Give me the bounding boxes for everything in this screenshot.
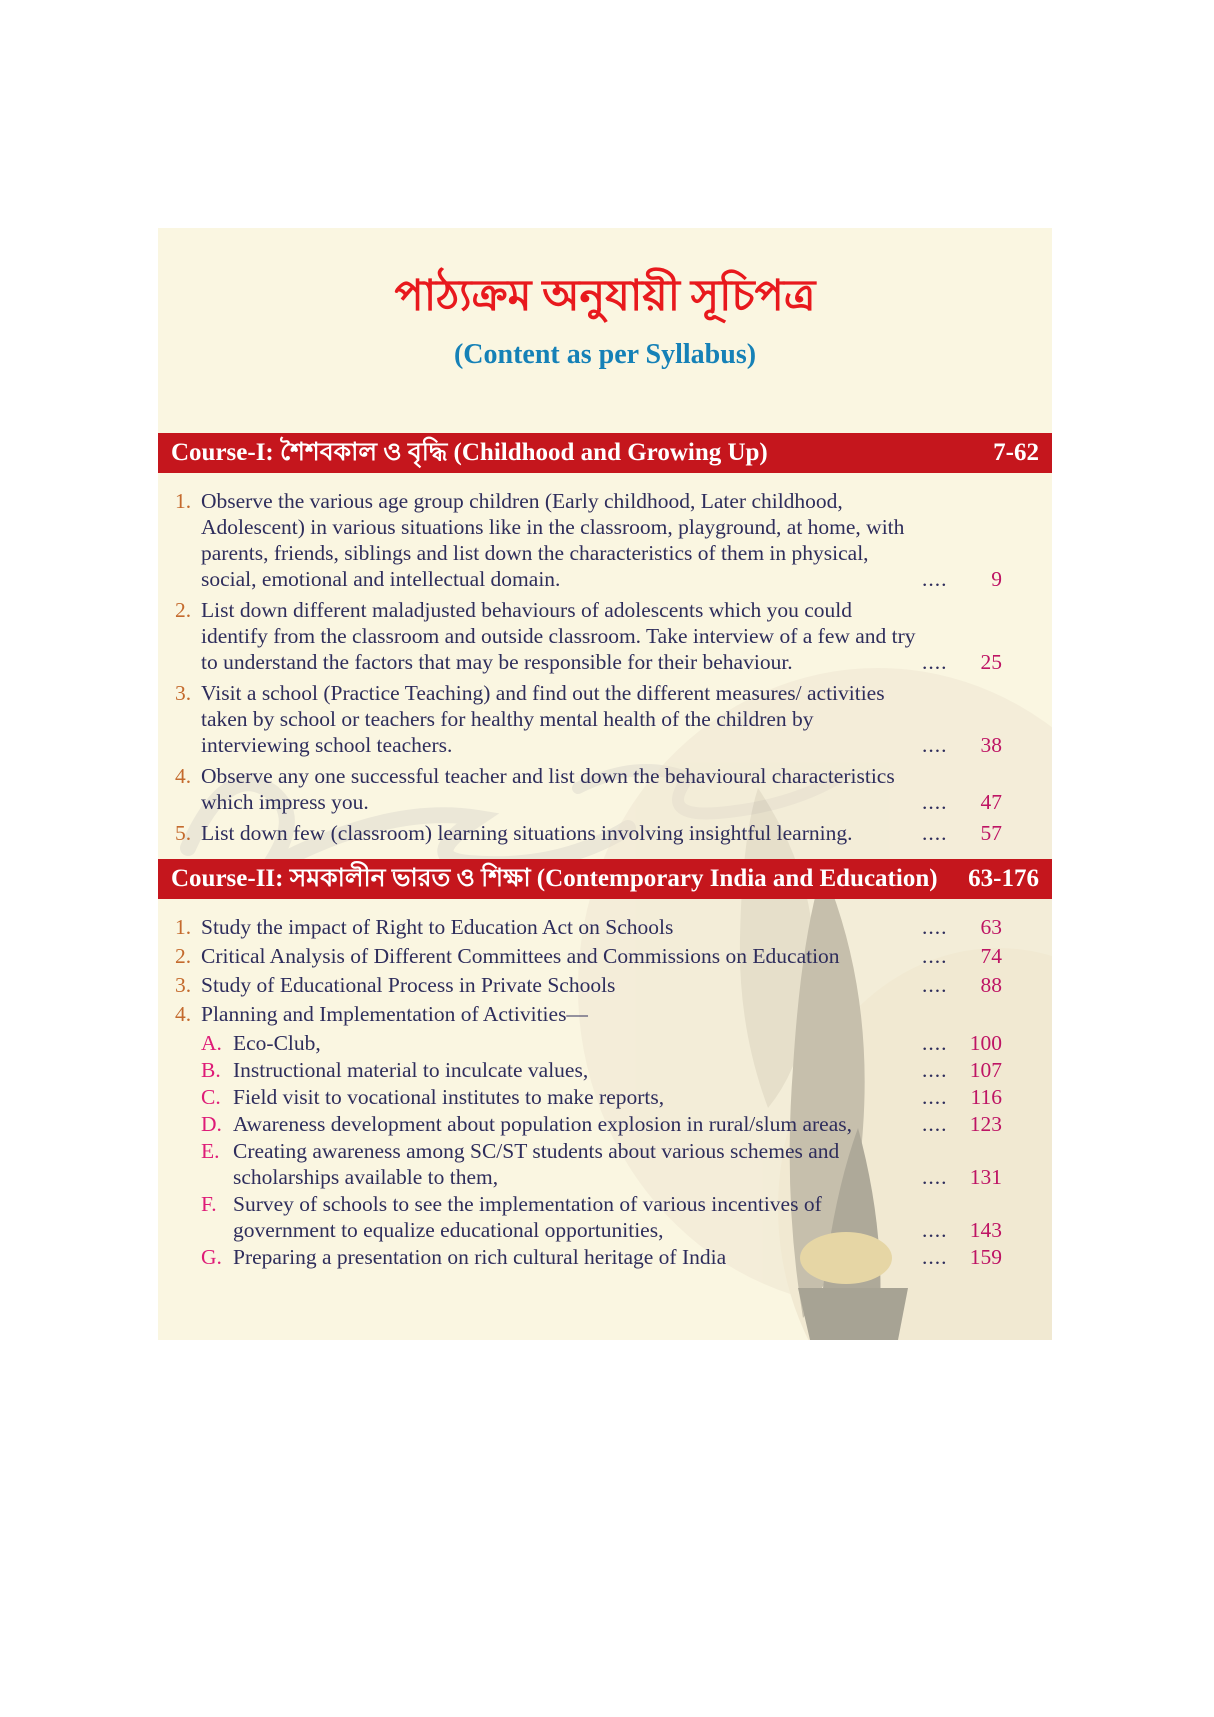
item-text: Study of Educational Process in Private Schools [201, 973, 616, 997]
dot-leader: .... [922, 1245, 948, 1269]
item-text: Observe the various age group children (Early childhood, Later childhood, Adolescent) in various situations like in the classroom, playground, at home, with parents, friends, siblings and list down the characteristics of them in physical, social, emotional and intellectual domain. [201, 489, 905, 591]
item-text: List down few (classroom) learning situations involving insightful learning. [201, 821, 853, 845]
toc-item [175, 1138, 1002, 1190]
toc-item [175, 943, 1002, 969]
item-text: Critical Analysis of Different Committees and Commissions on Education [201, 944, 840, 968]
course-1-items [158, 473, 1052, 859]
item-marker: 2. [175, 944, 192, 968]
item-text: Eco-Club, [233, 1031, 321, 1055]
toc-content [158, 264, 1052, 1279]
item-marker: A. [201, 1031, 222, 1055]
page-title-bengali: পাঠ্যক্রম অনুযায়ী সূচিপত্র [394, 273, 816, 320]
toc-item [175, 1111, 1002, 1137]
dot-leader: .... [922, 567, 948, 591]
item-marker: E. [201, 1139, 220, 1163]
toc-item [175, 1191, 1002, 1243]
dot-leader: .... [922, 1085, 948, 1109]
page-subtitle-english: (Content as per Syllabus) [453, 339, 757, 370]
dot-leader: .... [922, 790, 948, 814]
item-page-number: 47 [980, 790, 1002, 814]
item-page-number: 88 [980, 973, 1002, 997]
dot-leader: .... [922, 1165, 948, 1189]
dot-leader: .... [922, 1031, 948, 1055]
dot-leader: .... [922, 1218, 948, 1242]
toc-item [175, 1057, 1002, 1083]
item-text: Study the impact of Right to Education Act on Schools [201, 915, 674, 939]
toc-item [175, 680, 1002, 758]
dot-leader: .... [922, 821, 948, 845]
toc-item [175, 914, 1002, 940]
item-marker: 2. [175, 598, 192, 622]
item-page-number: 100 [969, 1031, 1002, 1055]
course-2-page-range: 63-176 [968, 865, 1039, 892]
item-text: Observe any one successful teacher and list down the behavioural characteristics which impress you. [201, 764, 895, 814]
item-text: Visit a school (Practice Teaching) and find out the different measures/ activities taken by school or teachers for healthy mental health of the children by interviewing school teachers. [201, 681, 885, 757]
course-1-title: Course-I: শৈশবকাল ও বৃদ্ধি (Childhood and Growing Up) [171, 438, 768, 466]
item-text: Awareness development about population explosion in rural/slum areas, [233, 1112, 852, 1136]
item-page-number: 116 [970, 1085, 1002, 1109]
item-marker: 4. [175, 764, 192, 788]
course-2-title: Course-II: সমকালীন ভারত ও শিক্ষা (Contemporary India and Education) [171, 864, 938, 892]
course-2-items [158, 899, 1052, 1279]
item-marker: D. [201, 1112, 222, 1136]
toc-item [175, 763, 1002, 815]
dot-leader: .... [922, 1058, 948, 1082]
item-text: Instructional material to inculcate values, [233, 1058, 589, 1082]
item-marker: 1. [175, 489, 192, 513]
dot-leader: .... [922, 944, 948, 968]
toc-card [158, 228, 1052, 1340]
item-page-number: 131 [969, 1165, 1002, 1189]
toc-item [175, 597, 1002, 675]
toc-item [175, 1030, 1002, 1056]
item-text: Field visit to vocational institutes to make reports, [233, 1085, 665, 1109]
item-marker: 5. [175, 821, 192, 845]
item-page-number: 63 [980, 915, 1002, 939]
dot-leader: .... [922, 915, 948, 939]
toc-item [175, 1084, 1002, 1110]
item-text: Preparing a presentation on rich cultural heritage of India [233, 1245, 727, 1269]
item-text: List down different maladjusted behaviours of adolescents which you could identify from the classroom and outside classroom. Take interview of a few and try to understand the factors that may be responsible for their behaviour. [201, 598, 916, 674]
item-marker: 3. [175, 681, 192, 705]
toc-item [175, 1001, 1002, 1027]
item-marker: B. [201, 1058, 221, 1082]
dot-leader: .... [922, 1112, 948, 1136]
item-text: Survey of schools to see the implementation of various incentives of government to equalize educational opportunities, [233, 1192, 822, 1242]
item-page-number: 107 [969, 1058, 1002, 1082]
item-page-number: 123 [969, 1112, 1002, 1136]
course-2-header-bar [158, 859, 1052, 899]
item-page-number: 57 [980, 821, 1002, 845]
item-text: Planning and Implementation of Activities— [201, 1002, 588, 1026]
item-marker: 4. [175, 1002, 192, 1026]
item-page-number: 74 [980, 944, 1002, 968]
toc-item [175, 1244, 1002, 1270]
toc-item [175, 488, 1002, 592]
item-marker: F. [201, 1192, 217, 1216]
item-text: Creating awareness among SC/ST students about various schemes and scholarships available to them, [233, 1139, 840, 1189]
course-1-page-range: 7-62 [993, 439, 1039, 466]
item-page-number: 159 [969, 1245, 1002, 1269]
course-1-header-bar [158, 433, 1052, 473]
item-marker: 3. [175, 973, 192, 997]
item-page-number: 38 [980, 733, 1002, 757]
item-marker: 1. [175, 915, 192, 939]
dot-leader: .... [922, 650, 948, 674]
item-marker: G. [201, 1245, 222, 1269]
toc-item [175, 972, 1002, 998]
item-marker: C. [201, 1085, 221, 1109]
item-page-number: 143 [969, 1218, 1002, 1242]
item-page-number: 25 [980, 650, 1002, 674]
dot-leader: .... [922, 973, 948, 997]
dot-leader: .... [922, 733, 948, 757]
toc-item [175, 820, 1002, 846]
item-page-number: 9 [991, 567, 1002, 591]
